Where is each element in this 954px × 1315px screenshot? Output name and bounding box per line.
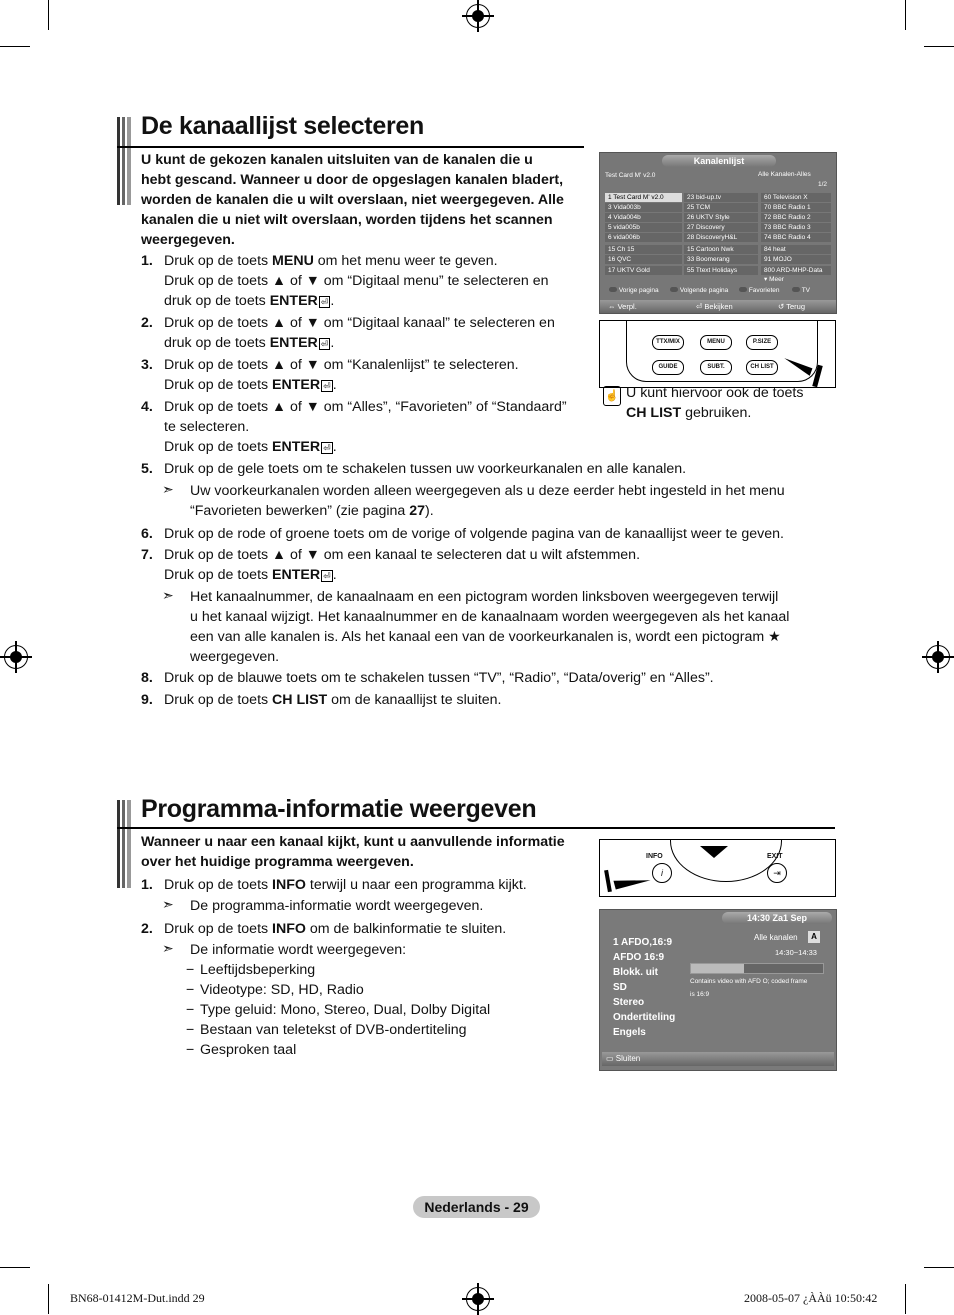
- channel-item[interactable]: 27 Discovery: [684, 223, 758, 232]
- exit-button: ⇥: [767, 863, 787, 883]
- info-label: INFO: [646, 853, 663, 860]
- registration-mark-bottom: [466, 1287, 490, 1311]
- file-name: BN68-01412M-Dut.indd 29: [70, 1291, 205, 1305]
- info-time: 14:30 Za1 Sep: [722, 912, 832, 924]
- remote-illustration-info: [599, 839, 836, 897]
- section2-rule: [117, 827, 835, 829]
- legend-green: Volgende pagina: [670, 287, 728, 294]
- close-bar: ▭ Sluiten: [602, 1052, 834, 1066]
- legend-blue: TV: [792, 287, 810, 294]
- enter-icon: ⏎: [320, 297, 329, 307]
- channel-item[interactable]: 15 Ch 15: [605, 245, 682, 254]
- registration-mark-top: [466, 4, 490, 28]
- channel-item[interactable]: 28 DiscoveryH&L: [684, 233, 758, 242]
- enter-icon: ⏎: [323, 443, 331, 453]
- channel-item[interactable]: 3 Vida003b: [605, 203, 682, 212]
- info-button: i: [652, 863, 672, 883]
- tip-icon: ☝: [603, 386, 621, 406]
- channel-item[interactable]: 91 MOJO: [761, 255, 831, 264]
- channel-item[interactable]: 74 BBC Radio 4: [761, 233, 831, 242]
- channel-item[interactable]: 25 TCM: [684, 203, 758, 212]
- channel-item[interactable]: 5 vida005b: [605, 223, 682, 232]
- channel-item[interactable]: 73 BBC Radio 3: [761, 223, 831, 232]
- note-arrow-icon: ➣: [162, 940, 174, 956]
- more-label: ▾ Meer: [764, 276, 784, 283]
- section1-title: De kanaallijst selecteren: [141, 112, 424, 140]
- channel-item[interactable]: 72 BBC Radio 2: [761, 213, 831, 222]
- enter-icon: ⏎: [323, 381, 331, 391]
- progress-bar: [690, 963, 824, 974]
- channel-item[interactable]: 84 heat: [761, 245, 831, 254]
- channel-item[interactable]: 23 bid-up.tv: [684, 193, 758, 202]
- channel-item[interactable]: 1 Test Card M' v2.0: [605, 193, 682, 202]
- enter-icon: ⏎: [323, 571, 331, 581]
- channel-item[interactable]: 16 QVC: [605, 255, 682, 264]
- chlist-button: CH LIST: [746, 360, 778, 375]
- note-arrow-icon: ➣: [162, 896, 174, 912]
- channel-item[interactable]: 17 UKTV Gold: [605, 266, 682, 275]
- tip-text: U kunt hiervoor ook de toets: [626, 385, 804, 401]
- section1-rule: [117, 146, 584, 148]
- channel-item[interactable]: 6 vida006b: [605, 233, 682, 242]
- remote-illustration-chlist: [599, 320, 836, 388]
- ttx-mix-button: TTX/MIX: [652, 335, 684, 350]
- menu-button: MENU: [700, 335, 732, 350]
- psize-button: P.SIZE: [746, 335, 778, 350]
- subt-button: SUBT.: [700, 360, 732, 375]
- channel-list-osd: Kanalenlijst Test Card M' v2.0 Alle Kanalen-Alles 1/2 1 Test Card M' v2.0 3 Vida003b 4 Vida004b 5 vida005b 6 vida006b 15 Ch 15 16 QVC 17 UKTV Gold 23 bid-up.tv 25 TCM 26 UKTV Style 27 Discovery 28 DiscoveryH&L 15 Cartoon Nwk 33 Boomerang 55 Ttext Holidays 60 Television X 70 BBC Radio 1 72 BBC Radio 2 73 BBC Radio 3 74 BBC Radio 4 84 heat 91 MOJO 800 ARD-MHP-Data ▾ Meer Vorige pagina Volgende pagina Favorieten TV ⇔ Verpl. ⏎ Bekijken ↺ Terug: [599, 152, 837, 314]
- pointer-icon: [613, 871, 650, 889]
- channel-item[interactable]: 4 Vida004b: [605, 213, 682, 222]
- channel-list-title: Kanalenlijst: [662, 155, 776, 167]
- exit-label: EXIT: [767, 853, 783, 860]
- legend-yellow: Favorieten: [739, 287, 780, 294]
- enter-icon: ⏎: [320, 339, 329, 349]
- section-marker: [117, 800, 131, 888]
- legend-red: Vorige pagina: [609, 287, 659, 294]
- registration-mark-left: [4, 645, 28, 669]
- channel-item[interactable]: 55 Ttext Holidays: [684, 266, 758, 275]
- channel-item[interactable]: 70 BBC Radio 1: [761, 203, 831, 212]
- section-marker: [117, 117, 131, 205]
- channel-badge: A: [808, 931, 820, 943]
- tip-text-2: CH LIST gebruiken.: [626, 405, 752, 421]
- section2-title: Programma-informatie weergeven: [141, 795, 537, 823]
- guide-button: GUIDE: [652, 360, 684, 375]
- channel-item[interactable]: 26 UKTV Style: [684, 213, 758, 222]
- note-arrow-icon: ➣: [162, 481, 174, 497]
- channel-item[interactable]: 60 Television X: [761, 193, 831, 202]
- print-date: 2008-05-07 ¿ÀÀü 10:50:42: [744, 1291, 878, 1305]
- nav-bar: ⇔ Verpl. ⏎ Bekijken ↺ Terug: [600, 300, 836, 313]
- note-arrow-icon: ➣: [162, 587, 174, 603]
- channel-item[interactable]: 800 ARD-MHP-Data: [761, 266, 831, 275]
- registration-mark-right: [926, 645, 950, 669]
- page-number-label: Nederlands - 29: [413, 1196, 540, 1218]
- channel-item[interactable]: 33 Boomerang: [684, 255, 758, 264]
- channel-item[interactable]: 15 Cartoon Nwk: [684, 245, 758, 254]
- program-info-osd: 14:30 Za1 Sep 1 AFDO,16:9 AFDO 16:9 Blokk. uit SD Stereo Ondertiteling Engels Alle kanalen A 14:30~14:33 Contains video with AFD O; coded frame is 16:9 ▭ Sluiten: [599, 909, 837, 1071]
